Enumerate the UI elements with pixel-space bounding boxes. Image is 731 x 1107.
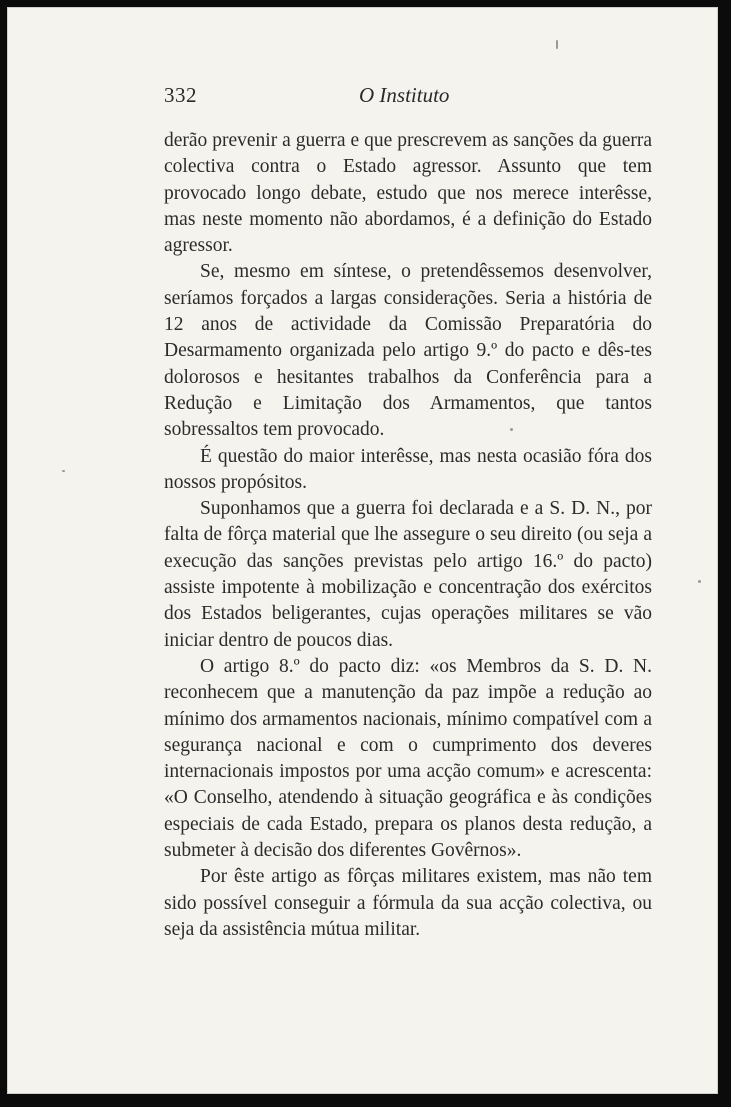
paragraph: derão prevenir a guerra e que prescrevem as sanções da guerra colectiva contra o Estado agressor. Assunto que tem provocado longo debate, estudo que nos merece interêsse, mas neste momento não abordamos, é a definição do Estado agressor.: [164, 130, 652, 257]
paragraph: É questão do maior interêsse, mas nesta ocasião fóra dos nossos propósitos.: [164, 445, 652, 493]
paper-speck: [698, 580, 701, 583]
page-header: [164, 81, 652, 109]
paragraph: Por êste artigo as fôrças militares existem, mas não tem sido possível conseguir a fórmula da sua acção colectiva, ou seja da assistência mútua militar.: [164, 866, 652, 940]
paper-speck: [556, 40, 558, 49]
paragraph: Se, mesmo em síntese, o pretendêssemos desenvolver, seríamos forçados a largas considerações. Seria a história de 12 anos de actividade da Comissão Preparatória do Desarmamento organizada pelo artigo 9.º do pacto e dês-tes dolorosos e hesitantes trabalhos da Conferência para a Redução e Limitação dos Armamentos, que tantos sobressaltos tem provocado.: [164, 261, 652, 441]
running-title: O Instituto: [359, 83, 450, 107]
body-text: [164, 128, 652, 943]
paragraph: O artigo 8.º do pacto diz: «os Membros da S. D. N. reconhecem que a manutenção da paz impõe a redução ao mínimo dos armamentos nacionais, mínimo compatível com a segurança nacional e com o cumprimento dos deveres internacionais impostos por uma acção comum» e acrescenta: «O Conselho, atendendo à situação geográfica e às condições especiais de cada Estado, prepara os planos desta redução, a submeter à decisão dos diferentes Govêrnos».: [164, 655, 652, 862]
paragraph: Suponhamos que a guerra foi declarada e a S. D. N., por falta de fôrça material que lhe assegure o seu direito (ou seja a execução das sanções previstas pelo artigo 16.º do pacto) assiste impotente à mobilização e concentração dos exércitos dos Estados beligerantes, cujas operações militares se vão iniciar dentro de poucos dias.: [164, 498, 652, 651]
paper-speck: [62, 470, 65, 472]
page-number: 332: [164, 83, 197, 107]
book-page: [7, 7, 718, 1094]
